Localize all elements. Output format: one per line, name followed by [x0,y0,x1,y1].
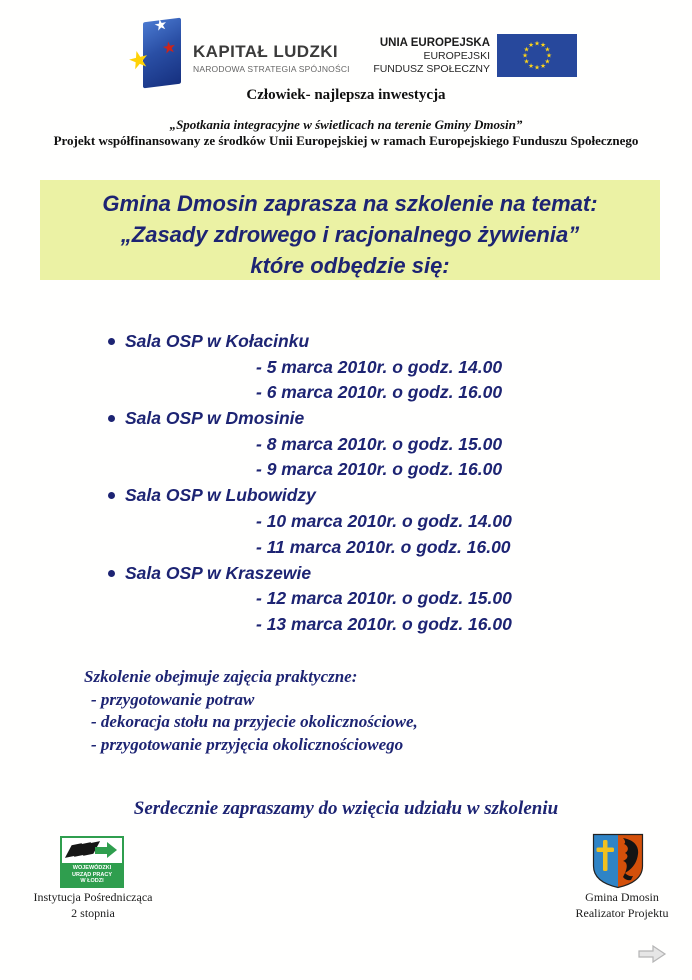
list-item [0,560,692,586]
svg-text:★: ★ [523,57,530,66]
wup-caption-line2: 2 stopnia [71,905,115,920]
invitation-line3: które odbędzie się: [250,253,450,278]
wup-logo-label [62,863,122,888]
next-page-arrow-icon[interactable] [636,943,668,965]
white-star-icon [153,17,169,34]
invitation-line2: „Zasady zdrowego i racjonalnego żywienia” [120,222,580,247]
eu-logo-text [330,37,490,75]
bullet-dot-icon [108,492,115,499]
practical-item: - przygotowanie potraw [91,689,255,709]
date-line: - 9 marca 2010r. o godz. 16.00 [256,459,503,480]
svg-text:★: ★ [528,61,534,70]
svg-text:★: ★ [540,61,546,70]
practical-header: Szkolenie obejmuje zajęcia praktyczne: [84,667,358,686]
kl-logo-title: KAPITAŁ LUDZKI [193,42,339,61]
venue-label: Sala OSP w Lubowidzy [125,485,316,506]
gmina-caption-line1: Gmina Dmosin [585,890,659,904]
cofinance-line: Projekt współfinansowany ze środków Unii Europejskiej w ramach Europejskiego Funduszu Społecznego [53,133,639,148]
kapital-ludzki-flag-icon [135,16,187,92]
wup-logo-line3: W ŁODZI [80,878,104,884]
wup-caption [17,890,169,921]
gmina-dmosin-crest-icon [592,833,644,889]
date-line: - 10 marca 2010r. o godz. 14.00 [256,510,512,531]
date-line: - 6 marca 2010r. o godz. 16.00 [256,382,503,403]
date-line: - 5 marca 2010r. o godz. 14.00 [256,356,503,377]
green-arrow-head-icon [107,842,117,858]
eu-flag-icon [497,34,577,77]
wup-logo-line2: URZĄD PRACY [71,871,113,878]
gmina-caption-line2: Realizator Projektu [575,905,669,920]
training-schedule-list [0,329,692,637]
wup-arrows-icon [62,838,122,863]
practical-item: - dekoracja stołu na przyjecie okolicznościowe, [91,712,418,731]
eu-stars-circle [497,34,577,77]
bullet-dot-icon [108,570,115,577]
date-line: - 12 marca 2010r. o godz. 15.00 [256,587,512,608]
closing-line: Serdecznie zapraszamy do wzięcia udziału w szkoleniu [133,798,559,819]
green-arrow-icon [95,847,107,854]
eu-logo-line1: UNIA EUROPEJSKA [379,37,490,49]
date-line: - 13 marca 2010r. o godz. 16.00 [256,613,512,634]
practical-section [84,666,418,756]
wup-logo-line1: WOJEWÓDZKI [72,865,112,871]
bullet-dot-icon [108,338,115,345]
date-line: - 8 marca 2010r. o godz. 15.00 [256,433,503,454]
invitation-line1: Gmina Dmosin zaprasza na szkolenie na temat: [102,191,598,216]
invitation-box [40,180,660,280]
wup-caption-line1: Instytucja Pośrednicząca [33,890,153,904]
svg-text:★: ★ [523,45,530,54]
list-item [0,329,692,355]
kl-logo-subtitle: NARODOWA STRATEGIA SPÓJNOŚCI [193,64,350,74]
svg-text:★: ★ [534,63,540,72]
svg-text:★: ★ [544,57,551,66]
svg-text:★: ★ [534,39,540,48]
svg-text:★: ★ [544,45,551,54]
list-item [0,406,692,432]
motto-line: Człowiek- najlepsza inwestycja [246,87,446,103]
svg-text:★: ★ [522,51,528,60]
eu-logo-line3: FUNDUSZ SPOŁECZNY [373,62,490,75]
svg-text:★: ★ [528,41,534,50]
project-title-line: „Spotkania integracyjne w świetlicach na terenie Gminy Dmosin” [169,117,523,132]
svg-text:★: ★ [540,41,546,50]
practical-item: - przygotowanie przyjęcia okolicznościowego [91,734,404,754]
date-line: - 11 marca 2010r. o godz. 16.00 [256,536,511,557]
red-star-icon [161,39,178,57]
gmina-caption [552,890,692,921]
svg-text:★: ★ [546,51,552,60]
venue-label: Sala OSP w Kraszewie [125,562,312,583]
list-item [0,483,692,509]
wup-lodz-logo-icon [60,836,124,888]
bullet-dot-icon [108,415,115,422]
eu-logo-line2: EUROPEJSKI [423,50,490,62]
venue-label: Sala OSP w Kołacinku [125,331,310,352]
venue-label: Sala OSP w Dmosinie [125,408,305,429]
